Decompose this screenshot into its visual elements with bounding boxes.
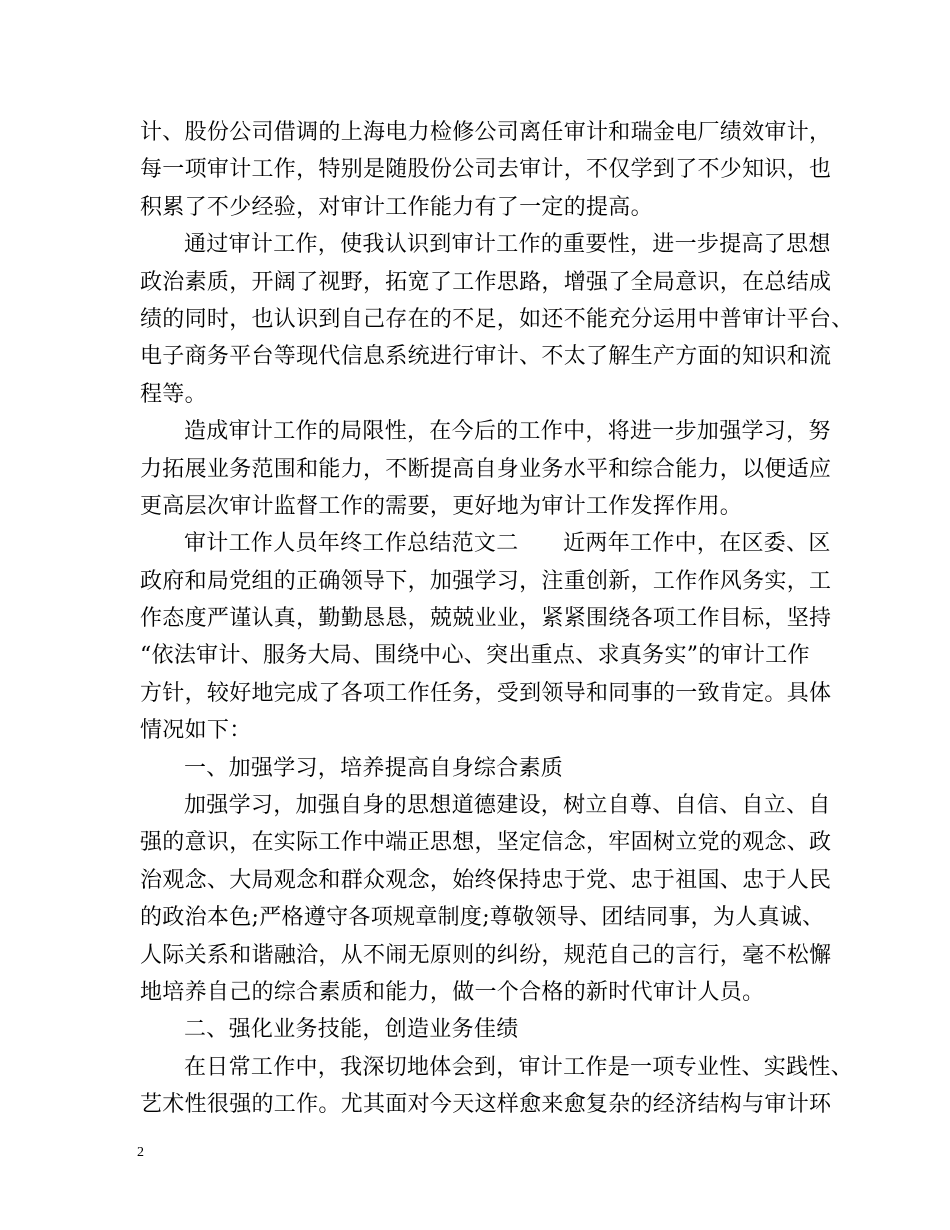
- document-body: [140, 114, 854, 1124]
- text-line: 力拓展业务范围和能力，不断提高自身业务水平和综合能力，以便适应: [140, 456, 832, 482]
- paragraph-start-line: 造成审计工作的局限性，在今后的工作中，将进一步加强学习，努: [184, 419, 831, 445]
- text-line: 电子商务平台等现代信息系统进行审计、不太了解生产方面的知识和流: [140, 344, 832, 370]
- paragraph-start-line: 加强学习，加强自身的思想道德建设，树立自尊、自信、自立、自: [184, 793, 831, 819]
- text-line: 作态度严谨认真，勤勤恳恳，兢兢业业，紧紧围绕各项工作目标，坚持: [140, 606, 832, 632]
- text-line: 更高层次审计监督工作的需要，更好地为审计工作发挥作用。: [140, 493, 743, 519]
- section-heading: 一、加强学习，培养提高自身综合素质: [184, 755, 564, 781]
- text-line: 艺术性很强的工作。尤其面对今天这样愈来愈复杂的经济结构与审计环: [140, 1092, 832, 1118]
- text-line: 方针，较好地完成了各项工作任务，受到领导和同事的一致肯定。具体: [140, 680, 832, 706]
- text-line: 情况如下：: [140, 718, 252, 744]
- text-line: 程等。: [140, 381, 207, 407]
- paragraph-start-line: 在日常工作中，我深切地体会到，审计工作是一项专业性、实践性、: [184, 1054, 854, 1080]
- text-line: 的政治本色;严格遵守各项规章制度;尊敬领导、团结同事，为人真诚、: [140, 905, 825, 931]
- paragraph-start-line: 通过审计工作，使我认识到审计工作的重要性，进一步提高了思想: [184, 232, 831, 258]
- text-line: 强的意识，在实际工作中端正思想，坚定信念，牢固树立党的观念、政: [140, 830, 832, 856]
- page-number: 2: [137, 1145, 144, 1160]
- section-heading: 二、强化业务技能，创造业务佳绩: [184, 1017, 519, 1043]
- text-line: 每一项审计工作，特别是随股份公司去审计，不仅学到了不少知识，也: [140, 157, 832, 183]
- text-line: 绩的同时，也认识到自己存在的不足，如还不能充分运用中普审计平台、: [140, 306, 854, 332]
- paragraph-start-line: 审计工作人员年终工作总结范文二 近两年工作中，在区委、区: [184, 531, 831, 557]
- text-line: 政治素质，开阔了视野，拓宽了工作思路，增强了全局意识，在总结成: [140, 269, 832, 295]
- text-line: 积累了不少经验，对审计工作能力有了一定的提高。: [140, 194, 653, 220]
- text-line: “依法审计、服务大局、围绕中心、突出重点、求真务实”的审计工作: [140, 643, 810, 669]
- text-line: 治观念、大局观念和群众观念，始终保持忠于党、忠于祖国、忠于人民: [140, 867, 832, 893]
- text-line: 人际关系和谐融洽，从不闹无原则的纠纷，规范自己的言行，毫不松懈: [140, 942, 832, 968]
- text-line: 地培养自己的综合素质和能力，做一个合格的新时代审计人员。: [140, 979, 765, 1005]
- text-line: 政府和局党组的正确领导下，加强学习，注重创新，工作作风务实，工: [140, 568, 832, 594]
- text-line: 计、股份公司借调的上海电力检修公司离任审计和瑞金电厂绩效审计，: [140, 120, 832, 145]
